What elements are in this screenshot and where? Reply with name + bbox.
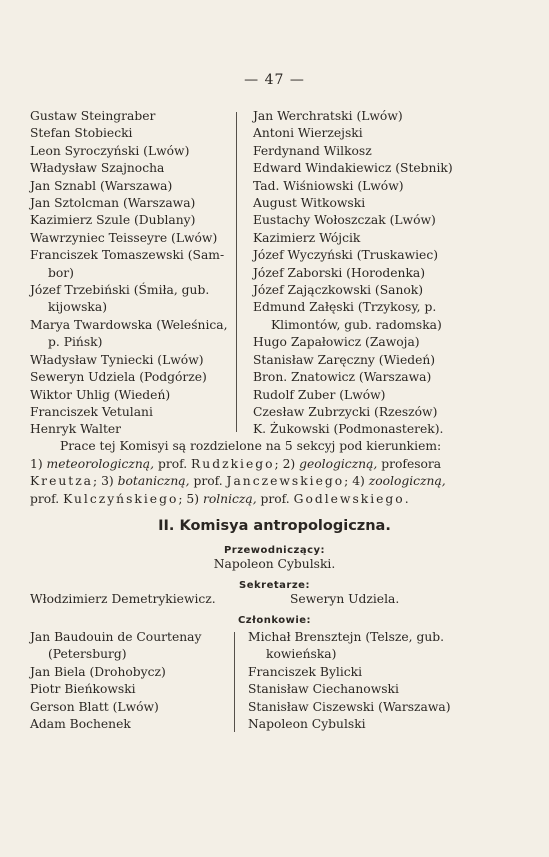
list-item: Leon Syroczyński (Lwów) bbox=[30, 143, 190, 158]
list-item: Franciszek Bylicki bbox=[248, 664, 363, 679]
paragraph-line: Kreutza; 3) botaniczną, prof. Janczewskiego; 4) zoologiczną, bbox=[30, 474, 446, 489]
list-item: Kazimierz Wójcik bbox=[253, 230, 361, 245]
page-number: — 47 — bbox=[244, 72, 305, 88]
list-item: kijowska) bbox=[48, 300, 108, 315]
list-item: Franciszek Vetulani bbox=[30, 404, 153, 419]
list-item: Piotr Bieńkowski bbox=[30, 682, 136, 697]
list-item: Józef Wyczyński (Truskawiec) bbox=[253, 248, 439, 263]
list-item: Napoleon Cybulski bbox=[248, 717, 366, 732]
list-item: Jan Werchratski (Lwów) bbox=[253, 109, 403, 123]
list-item: Bron. Znatowicz (Warszawa) bbox=[253, 370, 432, 385]
secretary-name: Seweryn Udziela. bbox=[290, 592, 400, 606]
list-item: Czesław Zubrzycki (Rzeszów) bbox=[253, 404, 438, 419]
list-item: Józef Trzebiński (Śmiła, gub. bbox=[30, 283, 210, 298]
list-item: Władysław Tyniecki (Lwów) bbox=[30, 352, 204, 367]
list-item: Michał Brensztejn (Telsze, gub. bbox=[248, 630, 445, 644]
chair-name: Napoleon Cybulski. bbox=[213, 557, 336, 571]
list-item: Kazimierz Szule (Dublany) bbox=[30, 213, 196, 228]
list-item: Edward Windakiewicz (Stebnik) bbox=[253, 161, 453, 176]
section-title: II. Komisya antropologiczna. bbox=[158, 518, 391, 534]
list-item: (Petersburg) bbox=[48, 647, 127, 662]
list-item: Edmund Załęski (Trzykosy, p. bbox=[253, 300, 437, 315]
column-divider bbox=[236, 112, 237, 432]
paragraph-line: Prace tej Komisyi są rozdzielone na 5 sekcyj pod kierunkiem: bbox=[60, 439, 442, 453]
list-item: Stanisław Ciszewski (Warszawa) bbox=[248, 699, 451, 714]
list-item: Jan Baudouin de Courtenay bbox=[30, 630, 202, 644]
member-list-right bbox=[253, 108, 453, 439]
list-item: K. Żukowski (Podmonasterek). bbox=[253, 422, 444, 437]
secretaries-label: Sekretarze: bbox=[239, 580, 310, 591]
list-item: Klimontów, gub. radomska) bbox=[271, 317, 442, 332]
members-list-right bbox=[248, 629, 451, 733]
list-item: Wiktor Uhlig (Wiedeń) bbox=[30, 387, 171, 402]
list-item: Rudolf Zuber (Lwów) bbox=[253, 387, 386, 402]
list-item: p. Pińsk) bbox=[48, 335, 103, 350]
list-item: Stanisław Ciechanowski bbox=[248, 682, 399, 697]
list-item: Jan Biela (Drohobycz) bbox=[30, 664, 166, 679]
list-item: Marya Twardowska (Weleśnica, bbox=[30, 317, 228, 332]
list-item: Franciszek Tomaszewski (Sam- bbox=[30, 248, 225, 263]
list-item: Eustachy Wołoszczak (Lwów) bbox=[253, 213, 436, 228]
list-item: Antoni Wierzejski bbox=[253, 126, 363, 141]
list-item: Jan Sztolcman (Warszawa) bbox=[30, 196, 196, 211]
paragraph-line: prof. Kulczyńskiego; 5) rolniczą, prof. Godlewskiego. bbox=[30, 491, 409, 506]
list-item: Adam Bochenek bbox=[30, 717, 131, 732]
list-item: Hugo Zapałowicz (Zawoja) bbox=[253, 335, 420, 350]
list-item: Henryk Walter bbox=[30, 422, 122, 437]
sections-paragraph bbox=[30, 438, 520, 508]
list-item: bor) bbox=[48, 265, 74, 280]
list-item: Józef Zaborski (Horodenka) bbox=[253, 265, 426, 280]
member-list-left bbox=[30, 108, 228, 439]
column-divider bbox=[234, 632, 235, 732]
list-item: Stanisław Zaręczny (Wiedeń) bbox=[253, 352, 436, 367]
list-item: Jan Sznabl (Warszawa) bbox=[30, 178, 173, 193]
list-item: Tad. Wiśniowski (Lwów) bbox=[253, 178, 404, 193]
members-list-left bbox=[30, 629, 201, 733]
secretary-name: Włodzimierz Demetrykiewicz. bbox=[30, 592, 216, 606]
list-item: Ferdynand Wilkosz bbox=[253, 143, 372, 158]
list-item: Gustaw Steingraber bbox=[30, 109, 156, 123]
list-item: Seweryn Udziela (Podgórze) bbox=[30, 370, 207, 385]
list-item: Wawrzyniec Teisseyre (Lwów) bbox=[30, 230, 218, 245]
chair-label: Przewodniczący: bbox=[223, 545, 326, 556]
list-item: Józef Zajączkowski (Sanok) bbox=[253, 283, 424, 298]
list-item: kowieńska) bbox=[266, 647, 337, 662]
list-item: Władysław Szajnocha bbox=[30, 161, 165, 176]
members-label: Członkowie: bbox=[237, 615, 312, 626]
list-item: August Witkowski bbox=[253, 196, 366, 211]
list-item: Gerson Blatt (Lwów) bbox=[30, 699, 159, 714]
paragraph-line: 1) meteorologiczną, prof. Rudzkiego; 2) geologiczną, profesora bbox=[30, 456, 442, 471]
list-item: Stefan Stobiecki bbox=[30, 126, 133, 141]
